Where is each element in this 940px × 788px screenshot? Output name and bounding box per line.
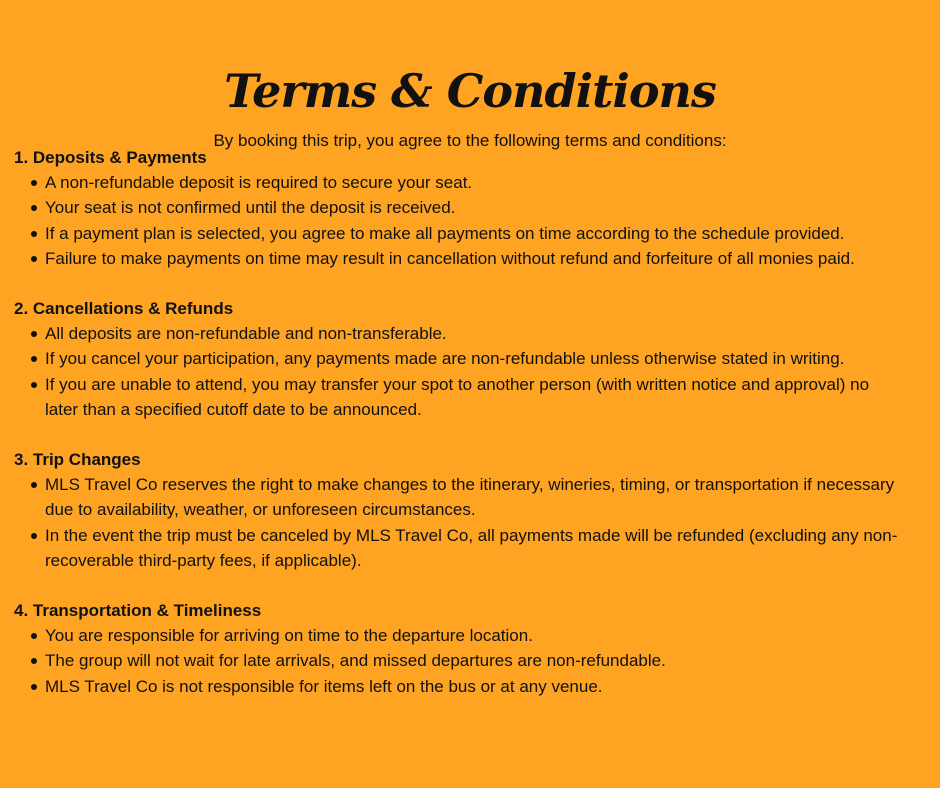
list-item: Your seat is not confirmed until the deposit is received.	[14, 195, 904, 220]
list-item: MLS Travel Co reserves the right to make changes to the itinerary, wineries, timing, or transportation if necessary due to availability, weather, or unforeseen circumstances.	[14, 472, 904, 522]
section-heading: 1. Deposits & Payments	[14, 148, 207, 167]
section-trip-changes	[14, 447, 904, 573]
page-title: Terms & Conditions	[224, 63, 716, 118]
list-item: A non-refundable deposit is required to secure your seat.	[14, 170, 904, 195]
list-item: If a payment plan is selected, you agree to make all payments on time according to the schedule provided.	[14, 221, 904, 246]
bullet-list	[14, 472, 904, 573]
section-heading: 4. Transportation & Timeliness	[14, 601, 262, 621]
list-item: You are responsible for arriving on time to the departure location.	[14, 623, 904, 648]
section-deposits-payments	[14, 145, 904, 271]
intro-text: By booking this trip, you agree to the following terms and conditions:	[213, 131, 727, 150]
list-item: In the event the trip must be canceled by MLS Travel Co, all payments made will be refunded (excluding any non-recoverable third-party fees, if applicable).	[14, 523, 904, 573]
list-item: If you cancel your participation, any payments made are non-refundable unless otherwise stated in writing.	[14, 346, 904, 371]
section-cancellations-refunds	[14, 296, 904, 422]
terms-content	[14, 145, 904, 699]
bullet-list	[14, 321, 904, 422]
bullet-list	[14, 170, 904, 271]
list-item: If you are unable to attend, you may transfer your spot to another person (with written notice and approval) no later than a specified cutoff date to be announced.	[14, 372, 904, 422]
bullet-list	[14, 623, 904, 699]
list-item: MLS Travel Co is not responsible for items left on the bus or at any venue.	[14, 674, 904, 699]
list-item: Failure to make payments on time may result in cancellation without refund and forfeiture of all monies paid.	[14, 246, 904, 271]
section-heading: 3. Trip Changes	[14, 450, 141, 470]
section-transportation-timeliness	[14, 598, 904, 699]
section-heading: 2. Cancellations & Refunds	[14, 299, 234, 319]
list-item: All deposits are non-refundable and non-transferable.	[14, 321, 904, 346]
list-item: The group will not wait for late arrivals, and missed departures are non-refundable.	[14, 648, 904, 673]
